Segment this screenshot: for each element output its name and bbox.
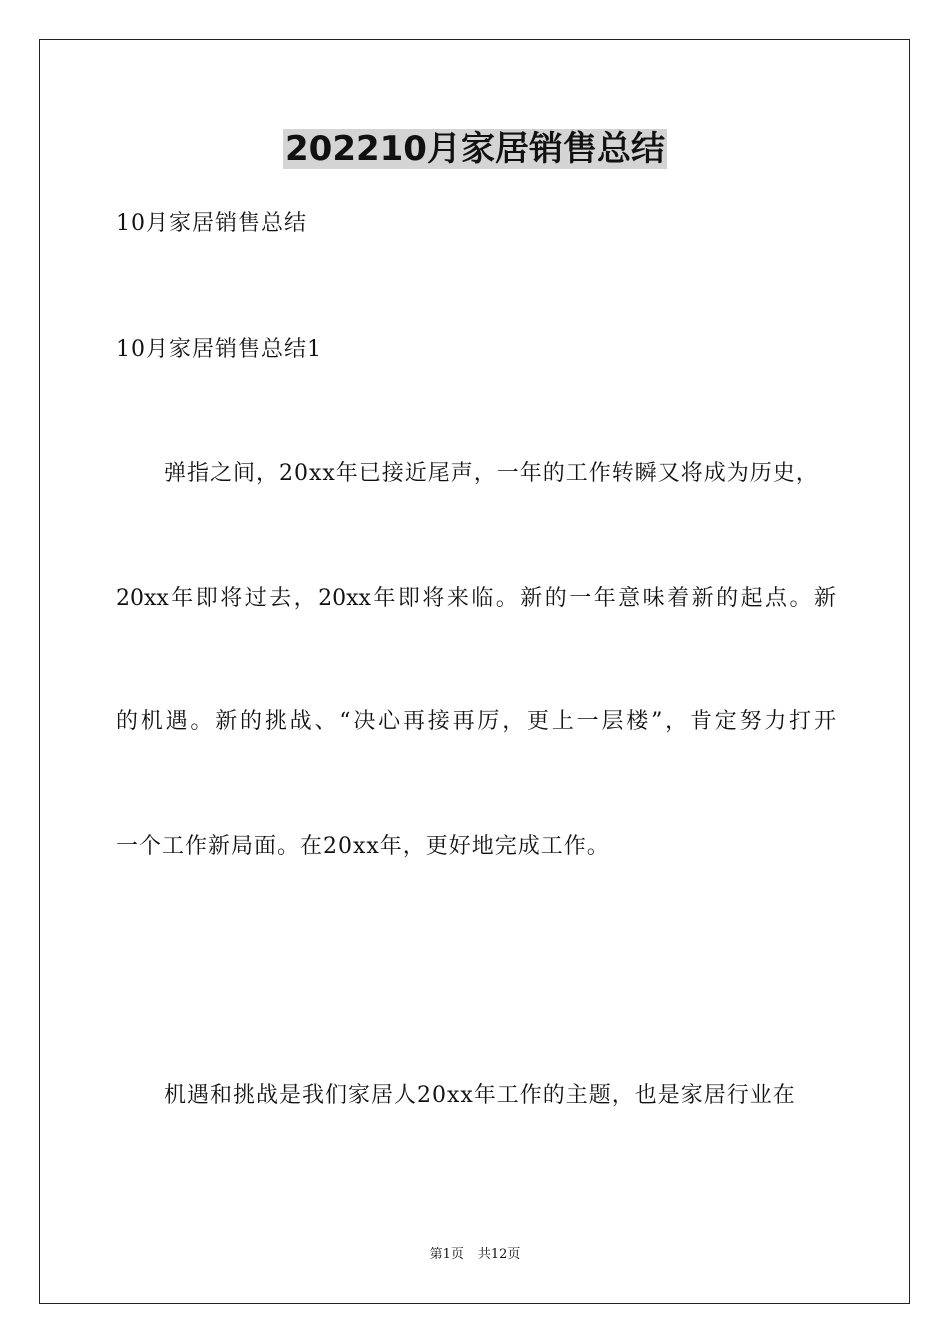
- paragraph-line: 20xx年即将过去，20xx年即将来临。新的一年意味着新的起点。新: [116, 586, 836, 611]
- paragraph-line: 的机遇。新的挑战、“决心再接再厉，更上一层楼”，肯定努力打开: [116, 709, 836, 734]
- page-number: 第1页: [429, 1247, 464, 1262]
- paragraph-line: 机遇和挑战是我们家居人20xx年工作的主题，也是家居行业在: [164, 1083, 796, 1108]
- section-heading: 10月家居销售总结1: [116, 337, 322, 362]
- document-title: [0, 127, 950, 171]
- page-footer: [0, 1246, 950, 1264]
- subtitle-line: 10月家居销售总结: [116, 211, 307, 236]
- paragraph-line: 弹指之间，20xx年已接近尾声，一年的工作转瞬又将成为历史，: [164, 461, 819, 486]
- document-title-text: 202210月家居销售总结: [285, 129, 665, 169]
- page-total: 共12页: [477, 1247, 521, 1262]
- paragraph-line: 一个工作新局面。在20xx年，更好地完成工作。: [116, 834, 610, 859]
